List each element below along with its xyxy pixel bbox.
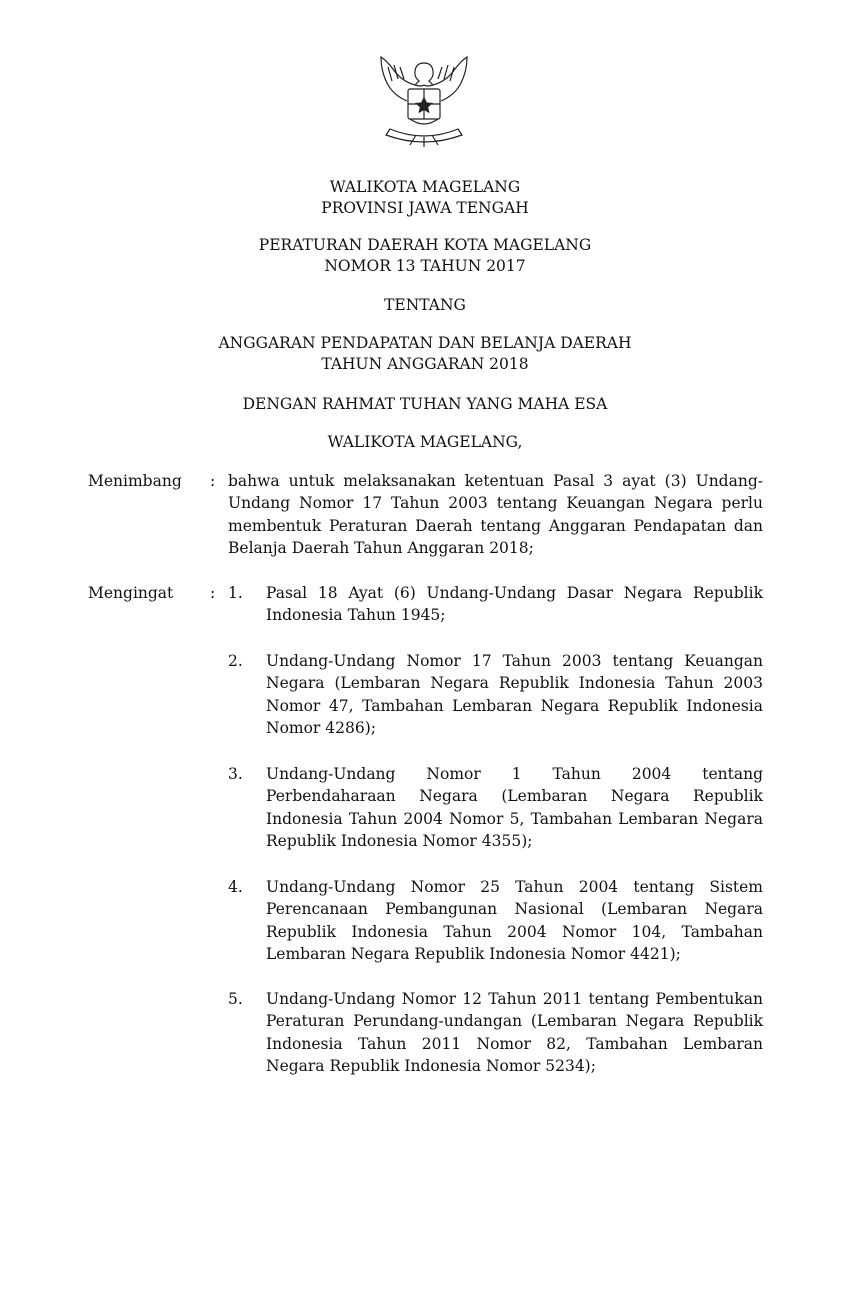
- item-text: Undang-Undang Nomor 1 Tahun 2004 tentang Perbendaharaan Negara (Lembaran Negara Republik Indonesia Tahun 2004 Nomor 5, Tambahan Lembaran Negara Republik Indonesia Nomor 4355);: [266, 765, 763, 851]
- subject-line1: ANGGARAN PENDAPATAN DAN BELANJA DAERAH: [218, 334, 632, 352]
- garuda-emblem-icon: [368, 55, 480, 153]
- item-text: Undang-Undang Nomor 25 Tahun 2004 tentang Sistem Perencanaan Pembangunan Nasional (Lembaran Negara Republik Indonesia Tahun 2004 Nomor 104, Tambahan Lembaran Negara Republik Indonesia Nomor 4421);: [266, 878, 763, 964]
- mengingat-label: Mengingat: [88, 584, 174, 602]
- item-number: 2.: [228, 652, 243, 670]
- item-text: Undang-Undang Nomor 12 Tahun 2011 tentang Pembentukan Peraturan Perundang-undangan (Lembaran Negara Republik Indonesia Tahun 2011 Nomor 82, Tambahan Lembaran Negara Republik Indonesia Nomor 5234);: [266, 990, 763, 1076]
- mengingat-colon: :: [210, 584, 216, 602]
- item-number: 4.: [228, 878, 243, 896]
- menimbang-label: Menimbang: [88, 472, 182, 490]
- header-line1: WALIKOTA MAGELANG: [329, 178, 521, 196]
- menimbang-text: bahwa untuk melaksanakan ketentuan Pasal 3 ayat (3) Undang-Undang Nomor 17 Tahun 2003 tentang Keuangan Negara perlu membentuk Peraturan Daerah tentang Anggaran Pendapatan dan Belanja Daerah Tahun Anggaran 2018;: [228, 472, 763, 558]
- regulation-number: NOMOR 13 TAHUN 2017: [324, 257, 526, 275]
- item-number: 5.: [228, 990, 243, 1008]
- header-line2: PROVINSI JAWA TENGAH: [321, 199, 529, 217]
- subject-line2: TAHUN ANGGARAN 2018: [321, 355, 529, 373]
- item-text: Pasal 18 Ayat (6) Undang-Undang Dasar Negara Republik Indonesia Tahun 1945;: [266, 584, 763, 625]
- authority: WALIKOTA MAGELANG,: [327, 433, 523, 451]
- item-number: 1.: [228, 584, 243, 602]
- menimbang-colon: :: [210, 472, 216, 490]
- regulation-title: PERATURAN DAERAH KOTA MAGELANG: [258, 236, 592, 254]
- item-text: Undang-Undang Nomor 17 Tahun 2003 tentang Keuangan Negara (Lembaran Negara Republik Indonesia Tahun 2003 Nomor 47, Tambahan Lembaran Negara Republik Indonesia Nomor 4286);: [266, 652, 763, 738]
- about-heading: TENTANG: [384, 296, 466, 314]
- item-number: 3.: [228, 765, 243, 783]
- invocation: DENGAN RAHMAT TUHAN YANG MAHA ESA: [242, 395, 608, 413]
